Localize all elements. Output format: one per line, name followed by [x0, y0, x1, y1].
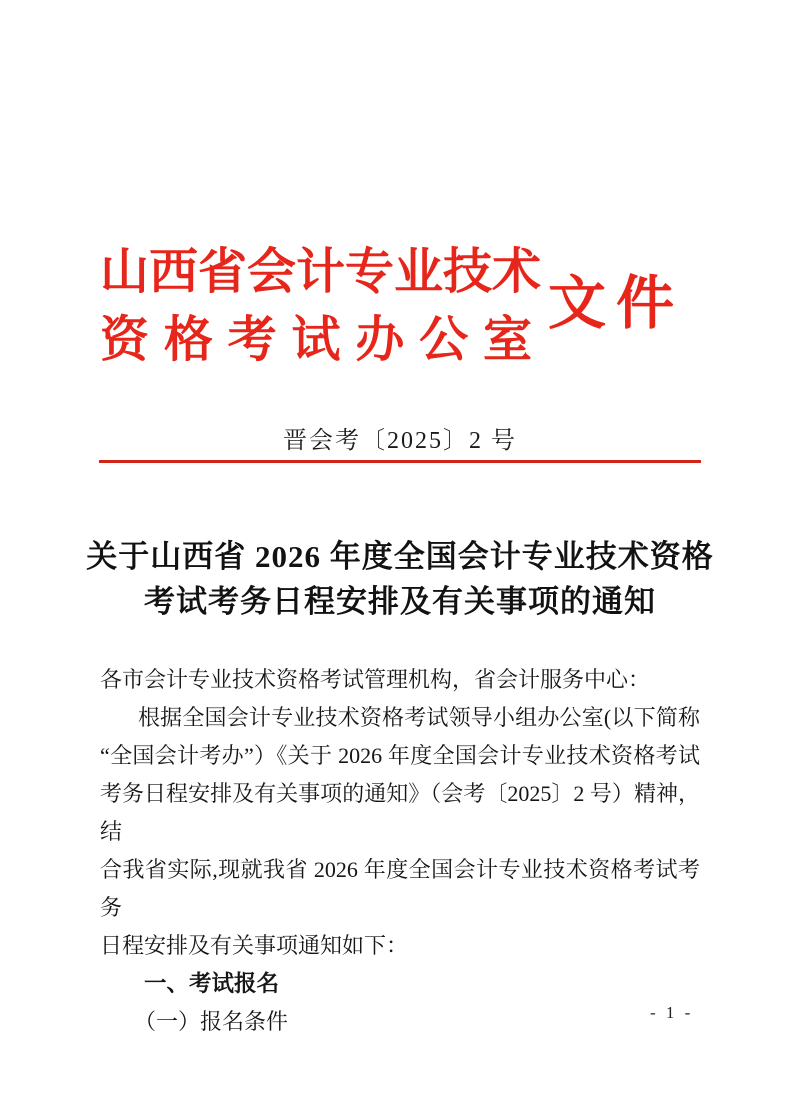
- document-body: [100, 661, 700, 1041]
- red-divider-line: [99, 460, 701, 463]
- title-line1: 关于山西省 2026 年度全国会计专业技术资格: [86, 539, 714, 574]
- issuing-org-name: [100, 238, 542, 374]
- paragraph-line: 考务日程安排及有关事项的通知》（会考〔2025〕2 号）精神，结: [100, 781, 700, 844]
- page-number: - 1 -: [650, 1003, 694, 1022]
- paragraph-line: “全国会计考办”）《关于 2026 年度全国会计专业技术资格考试: [100, 743, 700, 768]
- paragraph-line: 合我省实际,现就我省 2026 年度全国会计专业技术资格考试考务: [100, 857, 700, 920]
- title-line2: 考试考务日程安排及有关事项的通知: [144, 584, 656, 619]
- salutation: 各市会计专业技术资格考试管理机构，省会计服务中心：: [100, 667, 651, 692]
- paragraph-line: 根据全国会计专业技术资格考试领导小组办公室(以下简称: [138, 705, 700, 730]
- document-title: [50, 534, 750, 624]
- doc-number: 晋会考〔2025〕2 号: [283, 428, 517, 454]
- org-name-line2: 资格考试办公室: [100, 312, 532, 367]
- subsection-heading: （一）报名条件: [134, 1009, 289, 1034]
- section-heading: 一、考试报名: [144, 971, 280, 996]
- org-name-line1: 山西省会计专业技术: [100, 244, 542, 299]
- paragraph-line: 日程安排及有关事项通知如下：: [100, 933, 409, 958]
- doc-type-label: 文件: [548, 271, 674, 336]
